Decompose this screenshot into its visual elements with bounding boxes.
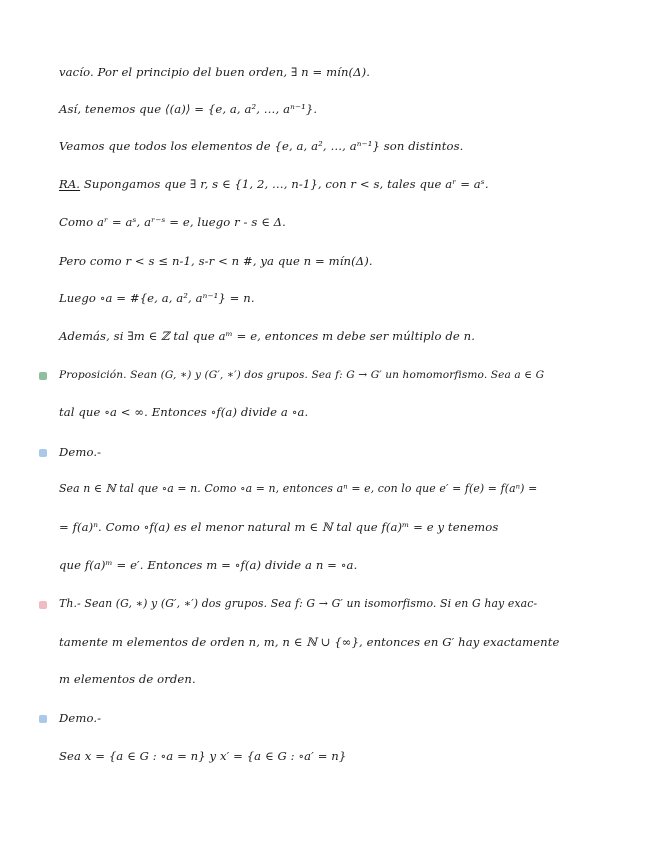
text-line-4 [59, 176, 489, 192]
text-line-2: Así, tenemos que ⟨(a)⟩ = {e, a, a², …, aⁿ⁻¹}. [59, 102, 318, 116]
text-line-7: Luego ∘a = #{e, a, a², aⁿ⁻¹} = n. [59, 291, 255, 305]
text-line-5: Como aʳ = aˢ, aʳ⁻ˢ = e, luego r - s ∈ Δ. [59, 215, 286, 229]
text-line-6: Pero como r < s ≤ n-1, s-r < n #, ya que n = mín(Δ). [59, 254, 373, 268]
blue-section-marker-2 [39, 715, 47, 723]
pink-section-marker [39, 601, 47, 609]
text-line-17: m elementos de orden. [59, 672, 196, 686]
text-line-14: que f(a)ᵐ = e′. Entonces m = ∘f(a) divide a n = ∘a. [59, 558, 358, 572]
demo-heading-2: Demo.- [59, 711, 102, 725]
theorem-line: Th.- Sean (G, ∗) y (G′, ∗′) dos grupos. Sea f: G → G′ un isomorfismo. Si en G hay exac- [59, 597, 538, 610]
text-line-4-rest: Supongamos que ∃ r, s ∈ {1, 2, …, n-1}, con r < s, tales que aʳ = aˢ. [80, 177, 489, 191]
text-line-8: Además, si ∃m ∈ ℤ tal que aᵐ = e, entonces m debe ser múltiplo de n. [59, 329, 475, 343]
ra-label: RA. [59, 177, 81, 191]
blue-section-marker-1 [39, 449, 47, 457]
proposition-line: Proposición. Sean (G, ∗) y (G′, ∗′) dos grupos. Sea f: G → G′ un homomorfismo. Sea a ∈ G [59, 369, 545, 381]
text-line-13: = f(a)ⁿ. Como ∘f(a) es el menor natural m ∈ ℕ tal que f(a)ᵐ = e y tenemos [59, 520, 499, 534]
text-line-1: vacío. Por el principio del buen orden, ∃ n = mín(Δ). [59, 65, 371, 79]
demo-heading-1: Demo.- [59, 445, 102, 459]
green-section-marker [39, 372, 47, 380]
text-line-16: tamente m elementos de orden n, m, n ∈ ℕ ∪ {∞}, entonces en G′ hay exactamente [59, 635, 560, 649]
text-line-10: tal que ∘a < ∞. Entonces ∘f(a) divide a ∘a. [59, 405, 309, 419]
text-line-19: Sea x = {a ∈ G : ∘a = n} y x′ = {a ∈ G : ∘a′ = n} [59, 749, 347, 763]
text-line-12: Sea n ∈ ℕ tal que ∘a = n. Como ∘a = n, entonces aⁿ = e, con lo que e′ = f(e) = f(aⁿ) = [59, 482, 538, 495]
text-line-3: Veamos que todos los elementos de {e, a, a², …, aⁿ⁻¹} son distintos. [59, 139, 464, 153]
